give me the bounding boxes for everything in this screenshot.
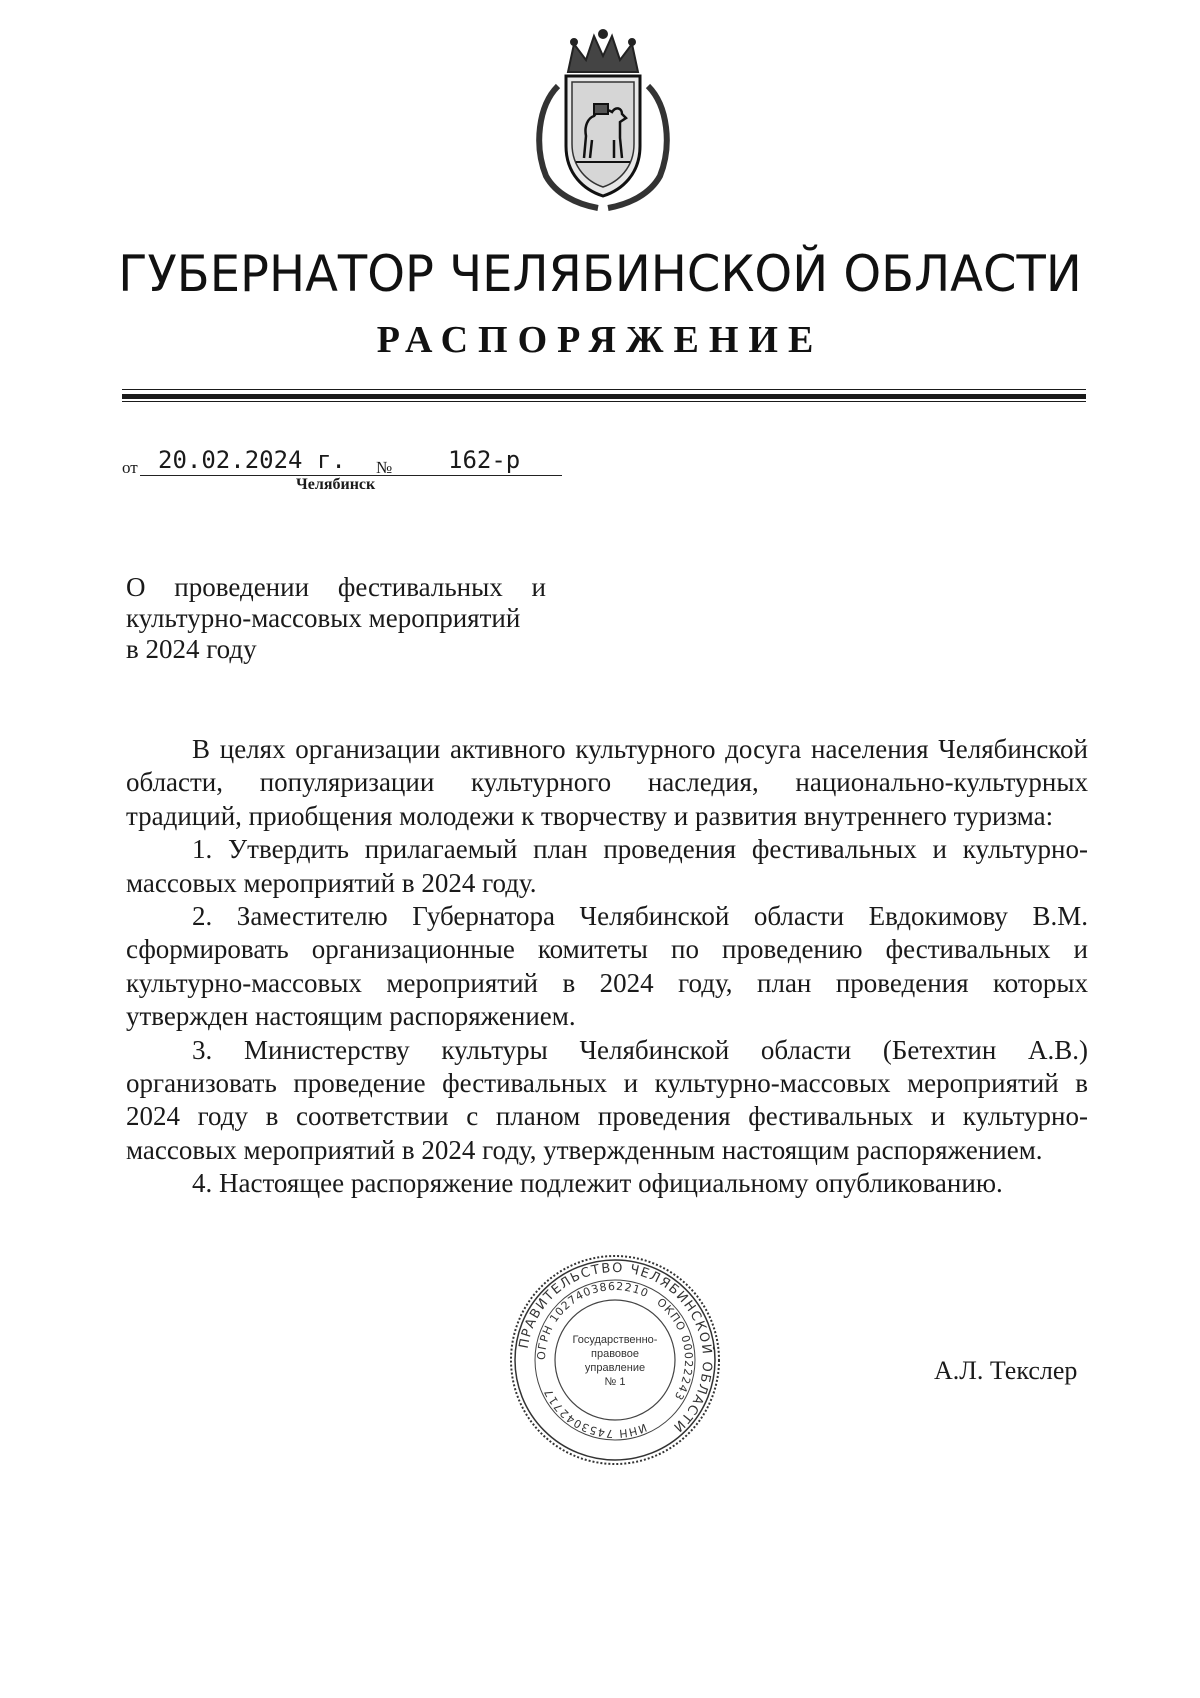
seal-center-line: управление: [584, 1362, 646, 1374]
seal-outer-text: ПРАВИТЕЛЬСТВО ЧЕЛЯБИНСКОЙ ОБЛАСТИ: [516, 1260, 715, 1436]
document-type: РАСПОРЯЖЕНИЕ: [376, 319, 824, 361]
subject-line-3: в 2024 году: [126, 634, 257, 664]
document-body: [126, 733, 1088, 1201]
official-seal: [508, 1253, 722, 1467]
header-rule-top: [122, 389, 1086, 390]
seal-center-line: правовое: [591, 1348, 639, 1360]
seal-center-line: № 1: [604, 1376, 626, 1388]
header-rule-bottom: [122, 401, 1086, 402]
seal-okpo-text: ОКПО 00022243: [654, 1295, 696, 1403]
date-prefix: от: [122, 458, 138, 477]
document-date: 20.02.2024 г.: [140, 446, 430, 476]
issuing-authority: ГУБЕРНАТОР ЧЕЛЯБИНСКОЙ ОБЛАСТИ: [118, 245, 1082, 303]
header-rule-thick: [122, 394, 1086, 399]
coat-of-arms-icon: [528, 26, 678, 212]
order-item: 4. Настоящее распоряжение подлежит официальному опубликованию.: [192, 1168, 1003, 1199]
signer-name: А.Л. Текслер: [934, 1356, 1078, 1385]
subject-word: фестивальных: [337, 572, 503, 602]
issue-city: Челябинск: [296, 476, 376, 493]
subject-word: О: [126, 572, 146, 602]
document-subject: [126, 572, 546, 665]
subject-line-2: культурно-массовых мероприятий: [126, 603, 521, 633]
order-item: 1. Утвердить прилагаемый план проведения фестивальных и культурно-массовых мероприятий в 2024 году.: [126, 834, 1088, 898]
seal-center-line: Государственно-: [572, 1334, 658, 1346]
seal-inn-text: ИНН 7453042717: [541, 1386, 649, 1441]
order-item: 3. Министерству культуры Челябинской области (Бетехтин А.В.) организовать проведение фестивальных и культурно-массовых мероприятий в 2024 году в соответствии с планом проведения фестивальных и культурно-массовых мероприятий в 2024 году, утвержденным настоящим распоряжением.: [126, 1034, 1088, 1165]
order-item: 2. Заместителю Губернатора Челябинской области Евдокимову В.М. сформировать организационные комитеты по проведению фестивальных и культурно-массовых мероприятий в 2024 году, план проведения которых утвержден настоящим распоряжением.: [126, 901, 1088, 1032]
document-number: 162-р: [406, 446, 562, 476]
number-prefix: №: [376, 458, 393, 477]
preamble-paragraph: В целях организации активного культурного досуга населения Челябинской области, популяризации культурного наследия, национально-культурных традиций, приобщения молодежи к творчеству и развития внутреннего туризма:: [126, 734, 1088, 831]
subject-word: и: [531, 572, 546, 602]
subject-word: проведении: [174, 572, 310, 602]
subject-line-1: [126, 572, 546, 603]
seal-ogrn-text: ОГРН 1027403862210: [534, 1279, 651, 1361]
